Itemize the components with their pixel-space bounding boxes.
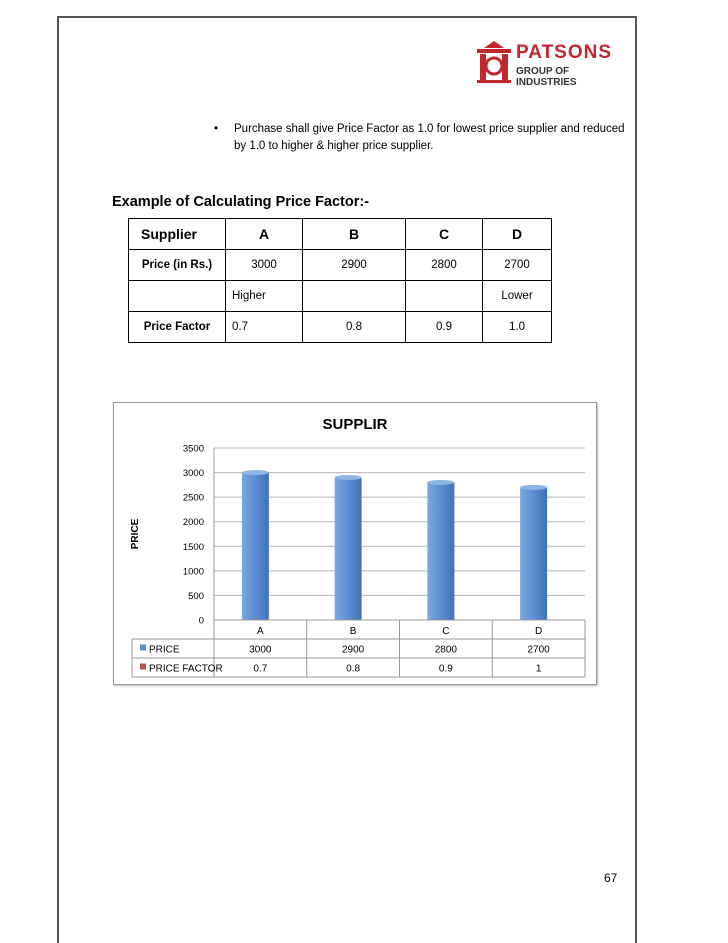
table-cell: 0.9 — [406, 312, 483, 343]
section-heading: Example of Calculating Price Factor:- — [112, 194, 370, 210]
bar-price-c — [427, 482, 454, 620]
bar-top — [242, 470, 269, 475]
table-cell — [406, 281, 483, 312]
table-cell: 0.8 — [303, 312, 406, 343]
table-cell: Lower — [483, 281, 552, 312]
bullet-text: Purchase shall give Price Factor as 1.0 for lowest price supplier and reduced by 1.0 to higher & higher price supplier. — [234, 123, 625, 152]
x-tick-label: B — [349, 626, 357, 637]
table-cell: C — [406, 219, 483, 250]
table-cell: Higher — [226, 281, 303, 312]
legend-label: PRICE — [149, 644, 180, 656]
table-row — [129, 281, 552, 312]
y-tick-label: 2500 — [182, 492, 204, 504]
y-tick-label: 1000 — [182, 566, 204, 578]
bar-top — [335, 475, 362, 480]
price-factor-table — [128, 218, 552, 343]
legend-label: PRICE FACTOR — [149, 663, 223, 675]
table-cell: 1.0 — [483, 312, 552, 343]
table-row — [129, 312, 552, 343]
data-table-value: 2900 — [342, 644, 365, 656]
table-cell: Price Factor — [129, 312, 226, 343]
table-cell — [303, 281, 406, 312]
x-tick-label: D — [535, 626, 543, 637]
bar-price-d — [520, 487, 547, 620]
table-cell: A — [226, 219, 303, 250]
table-cell: 2800 — [406, 250, 483, 281]
table-row — [129, 250, 552, 281]
table-cell: 2900 — [303, 250, 406, 281]
data-table-value: 0.7 — [253, 663, 268, 675]
chart-title: SUPPLIR — [322, 416, 388, 433]
y-tick-label: 3500 — [182, 443, 204, 455]
data-table-value: 3000 — [249, 644, 272, 656]
table-cell: B — [303, 219, 406, 250]
bullet-icon: • — [214, 123, 219, 135]
y-axis-label: PRICE — [130, 518, 141, 550]
table-cell: Price (in Rs.) — [129, 250, 226, 281]
table-cell: 0.7 — [226, 312, 303, 343]
y-tick-label: 2000 — [182, 517, 204, 529]
data-table-value: 2700 — [527, 644, 550, 656]
bar-price-a — [242, 473, 269, 620]
legend-key-1 — [140, 664, 146, 670]
patsons-emblem-icon — [474, 40, 514, 84]
data-table-value: 0.8 — [346, 663, 361, 675]
y-tick-label: 500 — [188, 590, 204, 602]
bar-top — [520, 485, 547, 490]
x-tick-label: C — [442, 626, 450, 637]
supplier-chart — [113, 402, 597, 685]
table-cell: Supplier — [129, 219, 226, 250]
page-number: 67 — [604, 871, 618, 885]
y-tick-label: 0 — [198, 615, 204, 627]
data-table-value: 0.9 — [438, 663, 453, 675]
table-cell: D — [483, 219, 552, 250]
y-tick-label: 1500 — [182, 541, 204, 553]
legend-key-0 — [140, 645, 146, 651]
logo-wordmark: PATSONS — [516, 42, 613, 63]
data-table-value: 2800 — [434, 644, 457, 656]
table-cell: 2700 — [483, 250, 552, 281]
y-tick-label: 3000 — [182, 468, 204, 480]
data-table-value: 1 — [535, 663, 542, 675]
table-cell: 3000 — [226, 250, 303, 281]
chart-svg — [114, 403, 596, 684]
logo-subtitle: GROUP OF INDUSTRIES — [516, 66, 577, 88]
table-cell — [129, 281, 226, 312]
table-row — [129, 219, 552, 250]
company-logo — [474, 40, 622, 88]
bar-price-b — [335, 477, 362, 620]
x-tick-label: A — [257, 626, 264, 637]
bar-top — [427, 480, 454, 485]
